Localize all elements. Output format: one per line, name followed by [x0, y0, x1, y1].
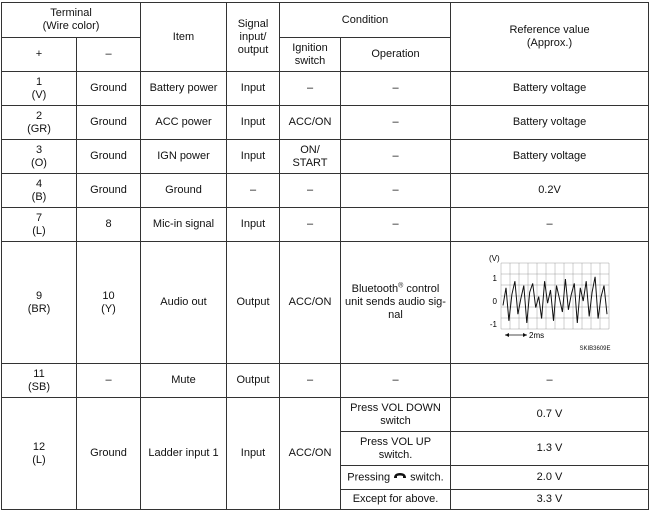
figure-code: SKIB3609E — [579, 345, 611, 352]
ignition-cell: ON/ START — [280, 140, 341, 174]
terminal-plus: 4 (B) — [2, 174, 77, 208]
operation-header: Operation — [341, 38, 451, 72]
table-row — [2, 398, 649, 432]
terminal-minus: Ground — [77, 106, 141, 140]
minus-header: – — [77, 38, 141, 72]
reference-cell: 1.3 V — [451, 432, 649, 466]
waveform-grid — [501, 263, 609, 329]
waveform-unit-label: (V) — [488, 253, 500, 263]
operation-cell: – — [341, 174, 451, 208]
reference-header: Reference value (Approx.) — [451, 3, 649, 72]
terminal-minus: Ground — [77, 72, 141, 106]
header-row-1 — [2, 3, 649, 38]
item-cell: ACC power — [141, 106, 227, 140]
item-cell: Ground — [141, 174, 227, 208]
item-cell: Mic-in signal — [141, 208, 227, 242]
terminal-plus: 3 (O) — [2, 140, 77, 174]
io-cell: Input — [227, 72, 280, 106]
reference-cell: Battery voltage — [451, 140, 649, 174]
io-cell: Input — [227, 398, 280, 510]
io-cell: Output — [227, 364, 280, 398]
io-cell: – — [227, 174, 280, 208]
reference-waveform-cell — [451, 242, 649, 364]
operation-cell: – — [341, 364, 451, 398]
phone-hook-icon — [393, 471, 407, 484]
terminal-minus: – — [77, 364, 141, 398]
item-cell: IGN power — [141, 140, 227, 174]
terminal-plus: 11 (SB) — [2, 364, 77, 398]
table-row — [2, 208, 649, 242]
table-row — [2, 106, 649, 140]
terminal-plus: 12 (L) — [2, 398, 77, 510]
registered-mark: ® — [398, 282, 404, 290]
reference-cell: – — [451, 364, 649, 398]
waveform-tick-minus1: -1 — [489, 319, 497, 329]
item-cell: Audio out — [141, 242, 227, 364]
io-cell: Output — [227, 242, 280, 364]
terminal-minus: 10 (Y) — [77, 242, 141, 364]
reference-cell: 3.3 V — [451, 490, 649, 510]
item-cell: Battery power — [141, 72, 227, 106]
waveform-tick-1: 1 — [492, 273, 497, 283]
reference-cell: 0.7 V — [451, 398, 649, 432]
io-cell: Input — [227, 106, 280, 140]
item-header: Item — [141, 3, 227, 72]
reference-cell: 2.0 V — [451, 466, 649, 490]
terminal-plus: 9 (BR) — [2, 242, 77, 364]
operation-cell: Bluetooth® control unit sends audio sig- nal — [341, 242, 451, 364]
operation-cell: – — [341, 106, 451, 140]
table-row — [2, 242, 649, 364]
plus-header: + — [2, 38, 77, 72]
table-row — [2, 140, 649, 174]
reference-cell: 0.2V — [451, 174, 649, 208]
time-scale-marker — [505, 333, 527, 337]
item-cell: Mute — [141, 364, 227, 398]
table-row — [2, 364, 649, 398]
condition-header: Condition — [280, 3, 451, 38]
reference-cell: Battery voltage — [451, 72, 649, 106]
ignition-cell: ACC/ON — [280, 242, 341, 364]
ignition-cell: – — [280, 364, 341, 398]
io-cell: Input — [227, 140, 280, 174]
waveform-figure — [485, 251, 615, 355]
ignition-cell: ACC/ON — [280, 398, 341, 510]
ignition-cell: – — [280, 208, 341, 242]
time-scale-label: 2ms — [528, 330, 544, 340]
ignition-header: Ignition switch — [280, 38, 341, 72]
waveform-tick-0: 0 — [492, 296, 497, 306]
terminal-plus: 2 (GR) — [2, 106, 77, 140]
operation-cell: Pressing switch. — [341, 466, 451, 490]
terminal-minus: Ground — [77, 140, 141, 174]
reference-cell: Battery voltage — [451, 106, 649, 140]
terminal-plus: 7 (L) — [2, 208, 77, 242]
terminal-spec-table — [1, 2, 649, 510]
signal-io-header: Signal input/ output — [227, 3, 280, 72]
reference-cell: – — [451, 208, 649, 242]
table-row — [2, 72, 649, 106]
table-row — [2, 174, 649, 208]
terminal-minus: 8 — [77, 208, 141, 242]
io-cell: Input — [227, 208, 280, 242]
item-cell: Ladder input 1 — [141, 398, 227, 510]
terminal-minus: Ground — [77, 398, 141, 510]
ignition-cell: – — [280, 72, 341, 106]
terminal-header: Terminal (Wire color) — [2, 3, 141, 38]
ignition-cell: – — [280, 174, 341, 208]
operation-cell: Press VOL DOWN switch — [341, 398, 451, 432]
terminal-plus: 1 (V) — [2, 72, 77, 106]
operation-cell: – — [341, 140, 451, 174]
operation-cell: Press VOL UP switch. — [341, 432, 451, 466]
audio-waveform — [485, 251, 615, 355]
operation-cell: Except for above. — [341, 490, 451, 510]
operation-cell: – — [341, 72, 451, 106]
operation-cell: – — [341, 208, 451, 242]
terminal-minus: Ground — [77, 174, 141, 208]
ignition-cell: ACC/ON — [280, 106, 341, 140]
